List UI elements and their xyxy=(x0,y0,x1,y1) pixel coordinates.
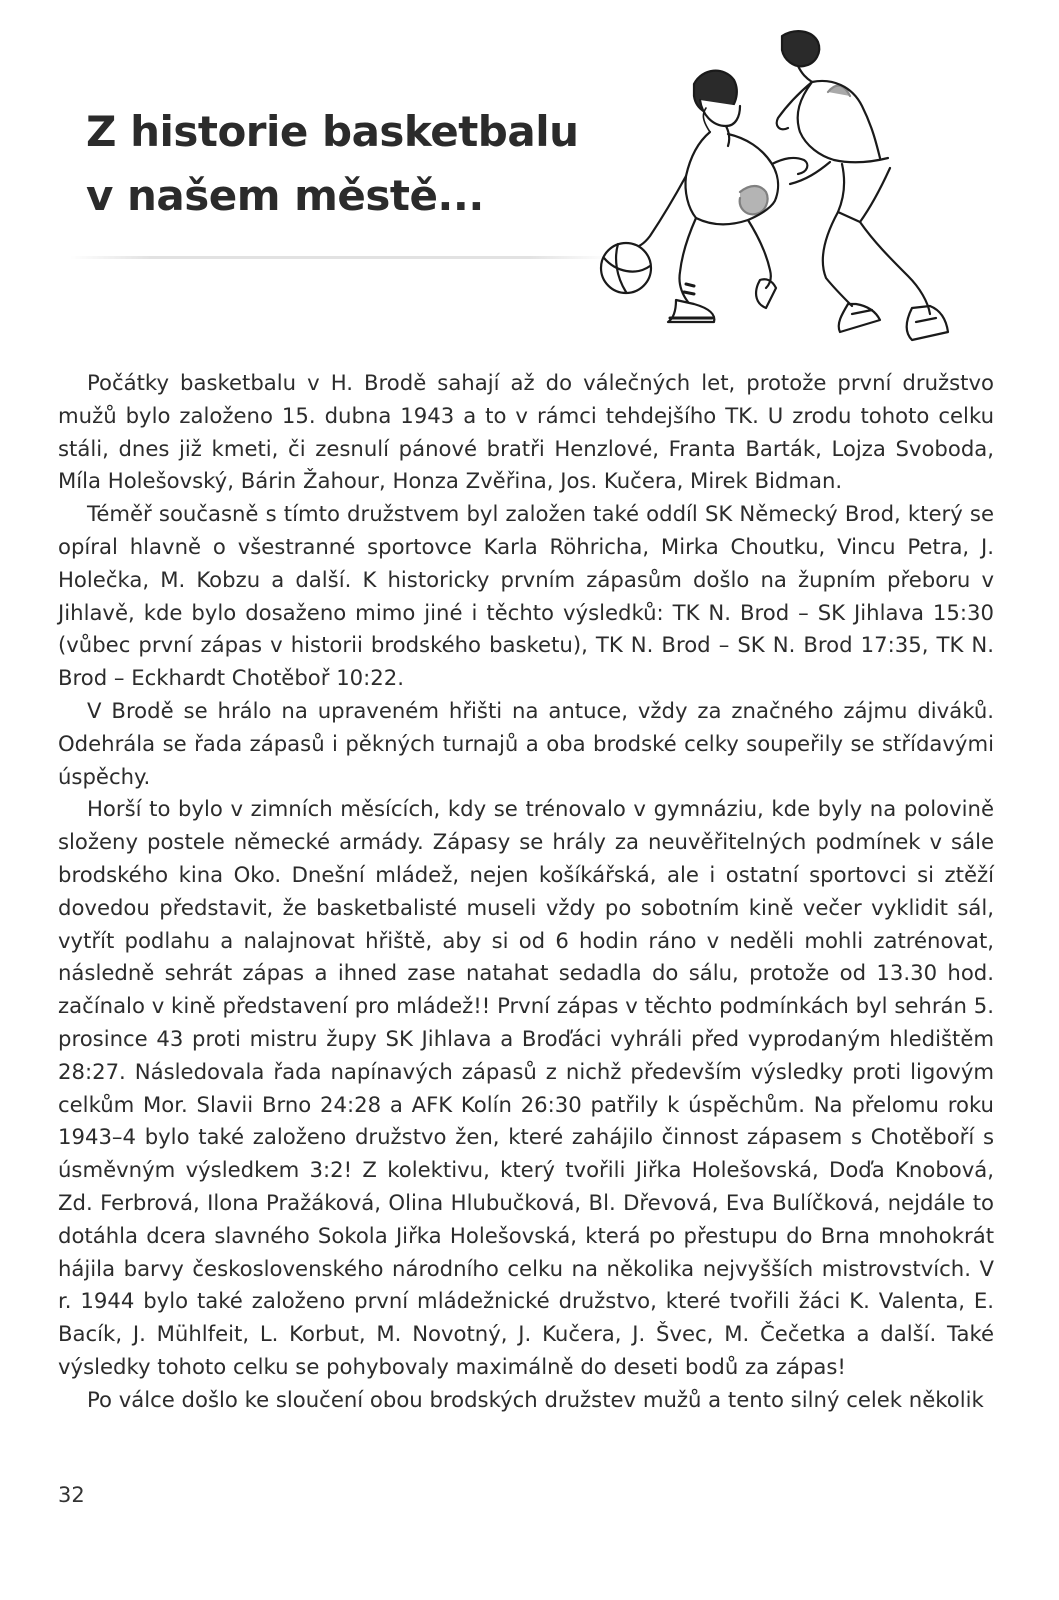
paragraph-4: Horší to bylo v zimních měsících, kdy se trénovalo v gymnáziu, kde byly na polovině složeny postele německé armády. Zápasy se hrály za neuvěřitelných podmínek v sále brodského kina Oko. Dnešní mládež, nejen košíkářská, ale i ostatní sportovci si ztěží dovedou představit, že basketbalisté museli vždy po sobotním kině večer vyklidit sál, vytřít podlahu a nalajnovat hřiště, aby si od 6 hodin ráno v neděli mohli zatrénovat, následně sehrát zápas a ihned zase natahat sedadla do sálu, protože od 13.30 hod. začínalo v kině představení pro mládež!! První zápas v těchto podmínkách byl sehrán 5. prosince 43 proti mistru župy SK Jihlava a Broďáci vyhráli před vyprodaným hledištěm 28:27. Následovala řada napínavých zápasů z nichž především výsledky proti ligovým celkům Mor. Slavii Brno 24:28 a AFK Kolín 26:30 patřily k úspěchům. Na přelomu roku 1943–4 bylo také založeno družstvo žen, které zahájilo činnost zápasem s Chotěboří s úsměvným výsledkem 3:2! Z kolektivu, který tvořili Jiřka Holešovská, Doďa Knobová, Zd. Ferbrová, Ilona Pražáková, Olina Hlubučková, Bl. Dřevová, Eva Bulíčková, nejdále to dotáhla dcera slavného Sokola Jiřka Holešovská, která po přestupu do Brna mnohokrát hájila barvy československého národního celku na několika nejvyšších mistrovstvích. V r. 1944 bylo také založeno první mládežnické družstvo, které tvořili žáci K. Valenta, E. Bacík, J. Mühlfeit, L. Korbut, M. Novotný, J. Kučera, J. Švec, M. Čečetka a další. Také výsledky tohoto celku se pohybovaly maximálně do deseti bodů za zápas! xyxy=(58,796,994,1379)
page-number: 32 xyxy=(58,1483,85,1507)
page-title xyxy=(86,100,606,228)
paragraph-5: Po válce došlo ke sloučení obou brodských družstev mužů a tento silný celek několik xyxy=(87,1386,984,1412)
paragraph-1: Počátky basketbalu v H. Brodě sahají až do válečných let, protože první družstvo mužů bylo založeno 15. dubna 1943 a to v rámci tehdejšího TK. U zrodu tohoto celku stáli, dnes již kmeti, či zesnulí pánové bratři Henzlové, Franta Barták, Lojza Svoboda, Míla Holešovský, Bárin Žahour, Honza Zvěřina, Jos. Kučera, Mirek Bidman. xyxy=(58,370,994,494)
title-line-2: v našem městě... xyxy=(86,171,484,220)
article-body xyxy=(58,367,994,1417)
paragraph-3: V Brodě se hrálo na upraveném hřišti na antuce, vždy za značného zájmu diváků. Odehrála se řada zápasů i pěkných turnajů a oba brodské celky soupeřily se střídavými úspěchy. xyxy=(58,697,994,789)
basketball-players-illustration xyxy=(590,22,970,352)
title-divider xyxy=(70,256,610,259)
title-line-1: Z historie basketbalu xyxy=(86,107,579,156)
paragraph-2: Téměř současně s tímto družstvem byl založen také oddíl SK Německý Brod, který se opíral hlavně o všestranné sportovce Karla Röhricha, Mirka Choutku, Vincu Petra, J. Holečka, M. Kobzu a další. K historicky prvním zápasům došlo na župním přeboru v Jihlavě, kde bylo dosaženo mimo jiné i těchto výsledků: TK N. Brod – SK Jihlava 15:30 (vůbec první zápas v historii brodského basketu), TK N. Brod – SK N. Brod 17:35, TK N. Brod – Eckhardt Chotěboř 10:22. xyxy=(58,501,994,691)
